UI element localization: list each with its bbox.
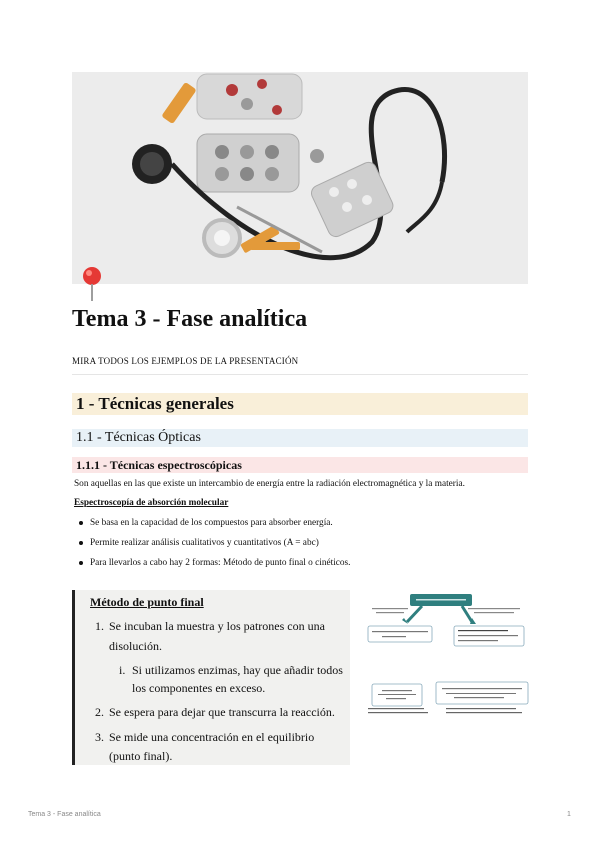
step-text: los componentes en exceso. [132,681,266,695]
section-heading-2: 1.1 - Técnicas Ópticas [72,429,528,447]
subheading: Espectroscopía de absorción molecular [74,498,229,508]
step-text: Se incuban la muestra y los patrones con una [109,619,325,633]
list-item: Permite realizar análisis cualitativos y cuantitativos (A = abc) [78,536,351,556]
callout-box [72,590,350,765]
step-number: 3. [95,730,104,744]
step-text: Se mide una concentración en el equilibrio [109,730,315,744]
medical-illustration [72,72,528,284]
step-text: Si utilizamos enzimas, hay que añadir todos [132,663,343,677]
section-heading-3: 1.1.1 - Técnicas espectroscópicas [72,457,528,473]
step-number: i. [119,663,126,677]
step-text: (punto final). [109,749,173,763]
flow-diagram [362,590,532,722]
cover-image [72,72,528,284]
page-number: 1 [567,811,571,818]
intro-paragraph: Son aquellas en las que existe un intercambio de energía entre la radiación electromagnética y la materia. [74,479,465,489]
page-title: Tema 3 - Fase analítica [72,306,308,332]
section-heading-1: 1 - Técnicas generales [72,393,528,415]
page-subtitle: MIRA TODOS LOS EJEMPLOS DE LA PRESENTACIÓN [72,356,299,366]
step-number: 2. [95,705,104,719]
bullet-list [78,516,351,576]
callout-title: Método de punto final [90,595,204,609]
step-text: Se espera para dejar que transcurra la reacción. [109,705,335,719]
footer-title: Tema 3 - Fase analítica [28,811,101,818]
step-number: 1. [95,619,104,633]
list-item: Se basa en la capacidad de los compuestos para absorber energía. [78,516,351,536]
step-text: disolución. [109,639,162,653]
list-item: Para llevarlos a cabo hay 2 formas: Método de punto final o cinéticos. [78,556,351,576]
pin-icon [80,266,104,302]
divider [72,374,528,375]
